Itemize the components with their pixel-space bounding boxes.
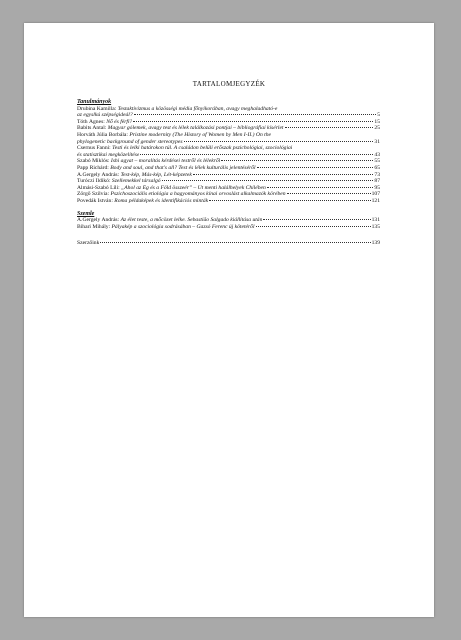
entry-title: Body and soul, and that's all? Test és lélek kulturális jelentéséről [110,164,256,171]
entry-title: Nő és férfi? [106,118,133,125]
document-page [24,23,434,617]
leader-dots [257,167,374,168]
spacer [77,230,380,240]
entry-page: 31 [374,138,380,145]
entry-title: „Ahol az Ég és a Föld összeér” – Út menti halálhelyek Chilében [121,184,266,191]
leader-dots [256,226,371,227]
leader-dots [134,114,377,115]
toc-entry[interactable] [77,172,380,179]
entry-title: Testaktivizmus a közösségi média főnyikorában, avagy meghaladható-e [117,105,278,112]
toc-entry[interactable] [77,132,380,145]
toc-entry[interactable] [77,185,380,192]
entry-title: Szellemekkel társalgó [111,178,161,185]
entry-page: 73 [374,171,380,178]
toc-entry[interactable] [77,178,380,185]
entry-page: 131 [371,217,380,224]
entry-author: Zörgő Szilvia: [77,191,110,198]
entry-author: Babits Antal: [77,125,107,132]
entry-author: Papp Richárd: [77,164,109,171]
entry-author: Turóczi Ildikó: [77,178,111,185]
page-title: TARTALOMJEGYZÉK [192,80,266,88]
entry-page: 107 [371,191,380,198]
entry-page: 121 [371,197,380,204]
leader-dots [263,219,370,220]
entry-author: A.Gergely András: [77,217,120,224]
entry-page: 65 [374,164,380,171]
entry-title: Test-kép, Más-kép, Lét-képzetek [120,171,192,178]
toc-entry[interactable] [77,119,380,126]
toc-content [77,97,380,247]
entry-author: Csernus Fanni: [77,145,111,152]
entry-title: Ishi agyat – moralitás kérdései testről és lélekről [110,158,221,165]
entry-page: 15 [374,118,380,125]
leader-dots [209,200,370,201]
leader-dots [221,160,373,161]
entry-author: Povedák István: [77,197,113,204]
section-heading-tanulmanyok: Tanulmányok [77,99,112,105]
entry-page: 87 [374,178,380,185]
section-heading-szemle: Szemle [77,210,95,217]
entry-author: Horváth Júlia Borbála: [77,131,128,138]
entry-label: Szerzőink [77,240,100,247]
entry-title: Pszichoszociális etiológia a hagyományos kínai orvoslást alkalmazók körében [110,191,286,198]
leader-dots [193,174,374,175]
leader-dots [287,193,371,194]
toc-entry[interactable] [77,217,380,224]
leader-dots [162,180,374,181]
entry-title: Magyar gólemek, avagy test és lélek találkozási pontjai – bibliográfiai kísérlet [107,125,284,132]
toc-entry[interactable] [77,106,380,119]
toc-entry[interactable] [77,125,380,132]
toc-entry-authors[interactable] [77,240,380,247]
leader-dots [285,127,374,128]
toc-entry[interactable] [77,224,380,231]
entry-author: Drubina Kamilla: [77,105,117,112]
leader-dots [184,141,374,142]
entry-title: Roma példaképek és identifikációs minták [114,197,209,204]
entry-title: Pályakép a szociológia sodrásában – Gazsó Ferenc új kötetéről [111,223,255,230]
entry-title-cont: az egyslkú szépségideál? [77,112,133,119]
entry-author: Szabó Miklós: [77,158,110,165]
leader-dots [140,154,373,155]
entry-page: 5 [377,112,380,119]
entry-author: Tóth Ágnes: [77,118,105,125]
entry-author: Almási-Szabó Lili: [77,184,120,191]
entry-page: 139 [371,240,380,247]
entry-page: 43 [374,151,380,158]
leader-dots [133,121,373,122]
toc-entry[interactable] [77,198,380,205]
toc-entry[interactable] [77,158,380,165]
entry-author: Bihari Mihály: [77,223,111,230]
entry-author: A.Gergely András: [77,171,120,178]
toc-entry[interactable] [77,191,380,198]
entry-page: 135 [371,223,380,230]
entry-title: Testi és lelki határokon túl. A családon belüli erőszak pszichológiai, szociológiai [112,145,293,152]
entry-page: 25 [374,125,380,132]
leader-dots [100,242,370,243]
toc-entry[interactable] [77,145,380,158]
entry-page: 95 [374,184,380,191]
entry-title: Pristine modernity (The History of Women by Men I-II.) On the [129,131,271,138]
entry-title: Az élet teste, a mőcözet lelke. Sebastião Salgado kiállítása után [120,217,263,224]
entry-page: 55 [374,158,380,165]
leader-dots [267,187,374,188]
entry-title-cont: phylogenetic background of gender stereotypes [77,138,183,145]
entry-title-cont: és statisztikai megközelítése [77,151,140,158]
toc-entry[interactable] [77,165,380,172]
